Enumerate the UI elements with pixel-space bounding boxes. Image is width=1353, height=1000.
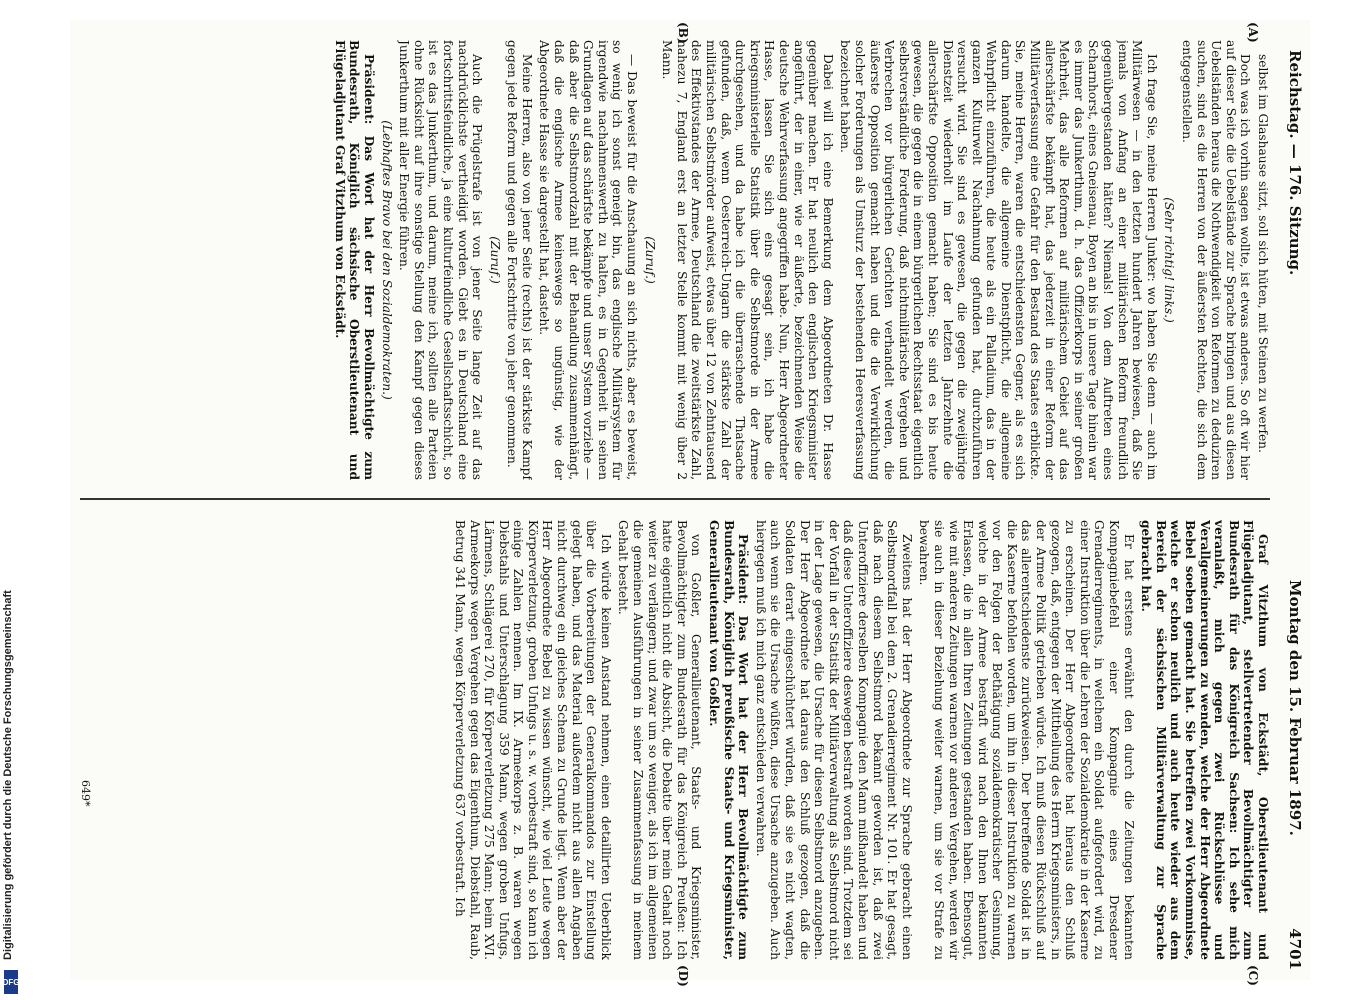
president-remark: Präsident: Das Wort hat der Herr Bevollmächtigte zum Bundesrath, Königlich preußische Staats- und Kriegsminister, Generallieutenant von Goßler.: [707, 520, 751, 960]
president-remark: Präsident: Das Wort hat der Herr Bevollmächtigte zum Bundesrath, Königlich sächsische Oberstlieutenant und Flügeladjutant Graf Vitzthum von Eckstädt.: [332, 40, 376, 480]
page-number: 4701: [1286, 928, 1304, 970]
paragraph: Ich frage Sie, meine Herren Junker: wo haben Sie denn — auch im Militärwesen — in den letzten hundert Jahren bewiesen, daß Sie jemals von Anfang an einer militärischen Reform freundlich gegenübergestanden hätten? Niemals! Von dem Auftreten eines Scharnhorst, eines Gneisenau, Boyen an bis in unsere Tage hinein war es immer das Junkerthum, d. h. das Offizierkorps in seiner großen Mehrheit, das alle Reformen auf militärischem Gebiet auf das allerschärfste bekämpft hat, das jederzeit in einer Reform der Militärverfassung eine Gefahr für den Bestand des Staates erblickte. Sie, meine Herren, waren die entschiedensten Gegner, als es sich darum handelte, die allgemeine Dienstpflicht, die allgemeine Wehrpflicht einzuführen, die heute als ein Palladium, das in der ganzen Kulturwelt Nachahmung gefunden hat, durchzuführen versucht wird. Sie sind es gewesen, die gegen die zweijährige Dienstzeit wiederholt im Laufe der letzten Jahrzehnte die allerschärfste Opposition gemacht haben; Sie sind es bis heute gewesen, die gegen die in einem bürgerlichen Rechtsstaat eigentlich selbstverständliche Forderung, daß nichtmilitärische Vergehen und Verbrechen vor bürgerlichen Gerichten verhandelt werden, die äußerste Opposition gemacht haben und die die Verwirklichung solcher Forderungen als Umsturz der bestehenden Heeresverfassung bezeichnet haben.: [838, 40, 1159, 480]
paragraph: Er hat erstens erwähnt den durch die Zeitungen bekannten Kompagniebefehl einer Kompagnie eines Dresdener Grenadierregiments, in welchem ein Soldat aufgefordert wird, zu einer Instruktion über die Lehren der Sozialdemokratie in der Kaserne zu erscheinen. Der Herr Abgeordnete hat hieraus den Schluß gezogen, daß, entgegen der Mittheilung des Herrn Kriegsministers, in der Armee Politik getrieben würde. Ich muß diesen Rückschluß auf das allerentschiedenste zurückweisen. Der betreffende Soldat ist in die Kaserne befohlen worden, um ihn in dieser Instruktion zu warnen vor den Folgen der Bethätigung sozialdemokratischer Gesinnung, welche in der Armee bestraft wird nach den Ihnen bekannten Erlassen, die in allen Ihren Zeitungen gestanden haben. Ebensogut, wie mit anderen Zeitungen warnen vor anderen Vergehen, werden wir sie auch in dieser Beziehung weiter warnen, um sie vor Strafe zu bewahren.: [917, 520, 1136, 960]
interjection: (Lebhaftes Bravo bei den Sozialdemokraten.): [379, 120, 394, 400]
paragraph: Graf Vitzthum von Eckstädt, Oberstlieutenant und Flügeladjutant, stellvertretender Bevollmächtigter zum Bundesrath für das Königreich Sachsen: Ich sehe mich veranlaßt, mich gegen zwei Rückschlüsse und Verallgemeinerungen zu wenden, welche der Herr Abgeordnete Bebel soeben gemacht hat. Sie betreffen zwei Vorkommnisse, welche er schon neulich und auch heute wieder aus dem Bereich der sächsischen Militärverwaltung zur Sprache gebracht hat.: [1139, 520, 1270, 960]
paragraph: Meine Herren, also von jener Seite (rechts) ist der stärkste Kampf gegen jede Reform und gegen alle Fortschritte von jeher genommen.: [505, 40, 534, 480]
margin-mark-c: (C): [1246, 965, 1260, 986]
left-column: [100, 40, 1270, 480]
column-divider: [80, 498, 1270, 500]
page-header: [1280, 20, 1310, 980]
paragraph: — Das beweist für die Anschauung an sich nichts, aber es beweist, so wenig ich sonst geneigt bin, das englische Militärsystem für irgendwie nachahmenswerth zu halten, es in Gegenheit in seinen Grundlagen auf das schärfste bekämpfe und unser System vorziehe — daß aber die Selbstmordzahl mit der Behandlung zusammenhängt, daß die englische Armee keineswegs so ungünstig, wie der Abgeordnete Hasse sie dargestellt hat, dasteht.: [537, 40, 640, 480]
paragraph: von Goßler, Generallieutenant, Staats- und Kriegsminister, Bevollmächtigter zum Bundesrath für das Königreich Preußen: Ich hatte eigentlich nicht die Absicht, die Debatte über mein Gehalt noch weiter zu verlängern; und zwar um so weniger, als ich im allgemeinen die gemeinen Ausführungen in seiner Zusammenfassung in meinem Gehalt besteht.: [616, 520, 704, 960]
dfg-logo-icon: DFG: [4, 970, 18, 994]
header-date: Montag den 15. Februar 1897.: [1286, 580, 1304, 836]
signature-mark: 649*: [79, 780, 92, 807]
margin-mark-a: (A): [1246, 22, 1260, 43]
credit-text: Digitalisierung gefördert durch die Deutsche Forschungsgemeinschaft: [2, 590, 14, 960]
header-session: Reichstag. — 176. Sitzung.: [1286, 50, 1304, 276]
paragraph: Doch was ich vorhin sagen wollte, ist etwas anderes. So oft wir hier auf dieser Seite die Uebelstände zur Sprache bringen und aus diesen Uebelständen heraus die Nothwendigkeit von Reformen zu deduziren suchen, sind es die Herren von der äußersten Rechten, die sich dem entgegenstellen.: [1180, 40, 1253, 480]
rotated-document: [70, 20, 1310, 987]
paragraph: Auch die Prügelstrafe ist von jener Seite lange Zeit auf das nachdrücklichste vertheidigt worden. Giebt es in Deutschland eine fortschrittsfeindliche, ja eine kulturfeindliche Gesellschaftsschicht, so ist es das Junkerthum, und darum, meine ich, sollten alle Parteien ohne Rücksicht auf ihre sonstige Stellung den Kampf gegen dieses Junkerthum mit aller Energie führen.: [397, 40, 485, 480]
interjection: (Zuruf.): [487, 236, 502, 284]
interjection: (Sehr richtig! links.): [1162, 197, 1177, 323]
right-column: [100, 520, 1270, 960]
digitization-credit-strip: [2, 0, 20, 1000]
interjection: (Zuruf.): [642, 236, 657, 284]
margin-mark-d: (D): [676, 965, 690, 987]
paragraph: Ich würde keinen Anstand nehmen, einen detaillirten Ueberblick über die Vorbereitungen der Generalkommandos zur Einstellung gelegt haben, und das Material außerdem nicht aus allen Angaben nicht durchweg ein gleiches Schema zu Grunde liegt. Wenn aber der Herr Abgeordnete Bebel zu wissen wünscht, wie viel Leute wegen Körperverletzung, groben Unfugs u. s. w. vorbestraft sind, so kann ich einige Zahlen nennen. Im IX. Armeekorps z. B. waren wegen Diebstahls und Unterschlagung 359 Mann, wegen groben Unfugs, Lärmens, Schlägerei 270, für Körperverletzung 275 Mann; beim XVI. Armeekorps wegen Vergehen gegen das Eigenthum, Diebstahl, Raub, Betrug 341 Mann, wegen Körperverletzung 637 vorbestraft. Ich: [452, 520, 613, 960]
margin-mark-b: (B): [676, 22, 690, 44]
paragraph: Zweitens hat der Herr Abgeordnete zur Sprache gebracht einen Selbstmordfall bei dem 2. Grenadierregiment Nr. 101. Er hat gesagt, daß nach diesem Selbstmord bekannt geworden ist, daß zwei Unteroffiziere derselben Kompagnie den Mann mißhandelt haben und daß diese Unteroffiziere deswegen bestraft worden sind. Trotzdem sei der Vorfall in der Statistik der Militärverwaltung als Selbstmord nicht in der Lage gewesen, die Ursache für diesen Selbstmord anzugeben. Der Herr Abgeordnete hat daraus den Schluß gezogen, daß die Soldaten derart eingeschüchtert würden, daß sie es nicht wagten, auch wenn sie die Ursache wüßten, diese Ursache anzugeben. Auch hiergegen muß ich mich ganz entschieden verwahren.: [753, 520, 914, 960]
paragraph: Dabei will ich eine Bemerkung dem Abgeordneten Dr. Hasse gegenüber machen. Er hat neulich den englischen Kriegsminister angeführt, der in einer, wie er äußerte, bezeichnenden Weise die deutsche Wehrverfassung angegriffen habe. Nun, Herr Abgeordneter Hasse, lassen Sie sich eins gesagt sein, ich habe die kriegsministerielle Statistik über die Selbstmorde in der Armee durchgesehen, und da habe ich die überraschende Thatsache gefunden, daß, wenn Oesterreich-Ungarn die stärkste Zahl der militärischen Selbstmörder aufweist, etwas über 12 von Zehntausend des Effektivstandes der Armee, Deutschland die zweitstärkste Zahl, nahezu 7, England erst an letzter Stelle kommt mit wenig über 2 Mann.: [660, 40, 835, 480]
paragraph: selbst im Glashause sitzt, soll sich hüten, mit Steinen zu werfen.: [1256, 54, 1270, 453]
